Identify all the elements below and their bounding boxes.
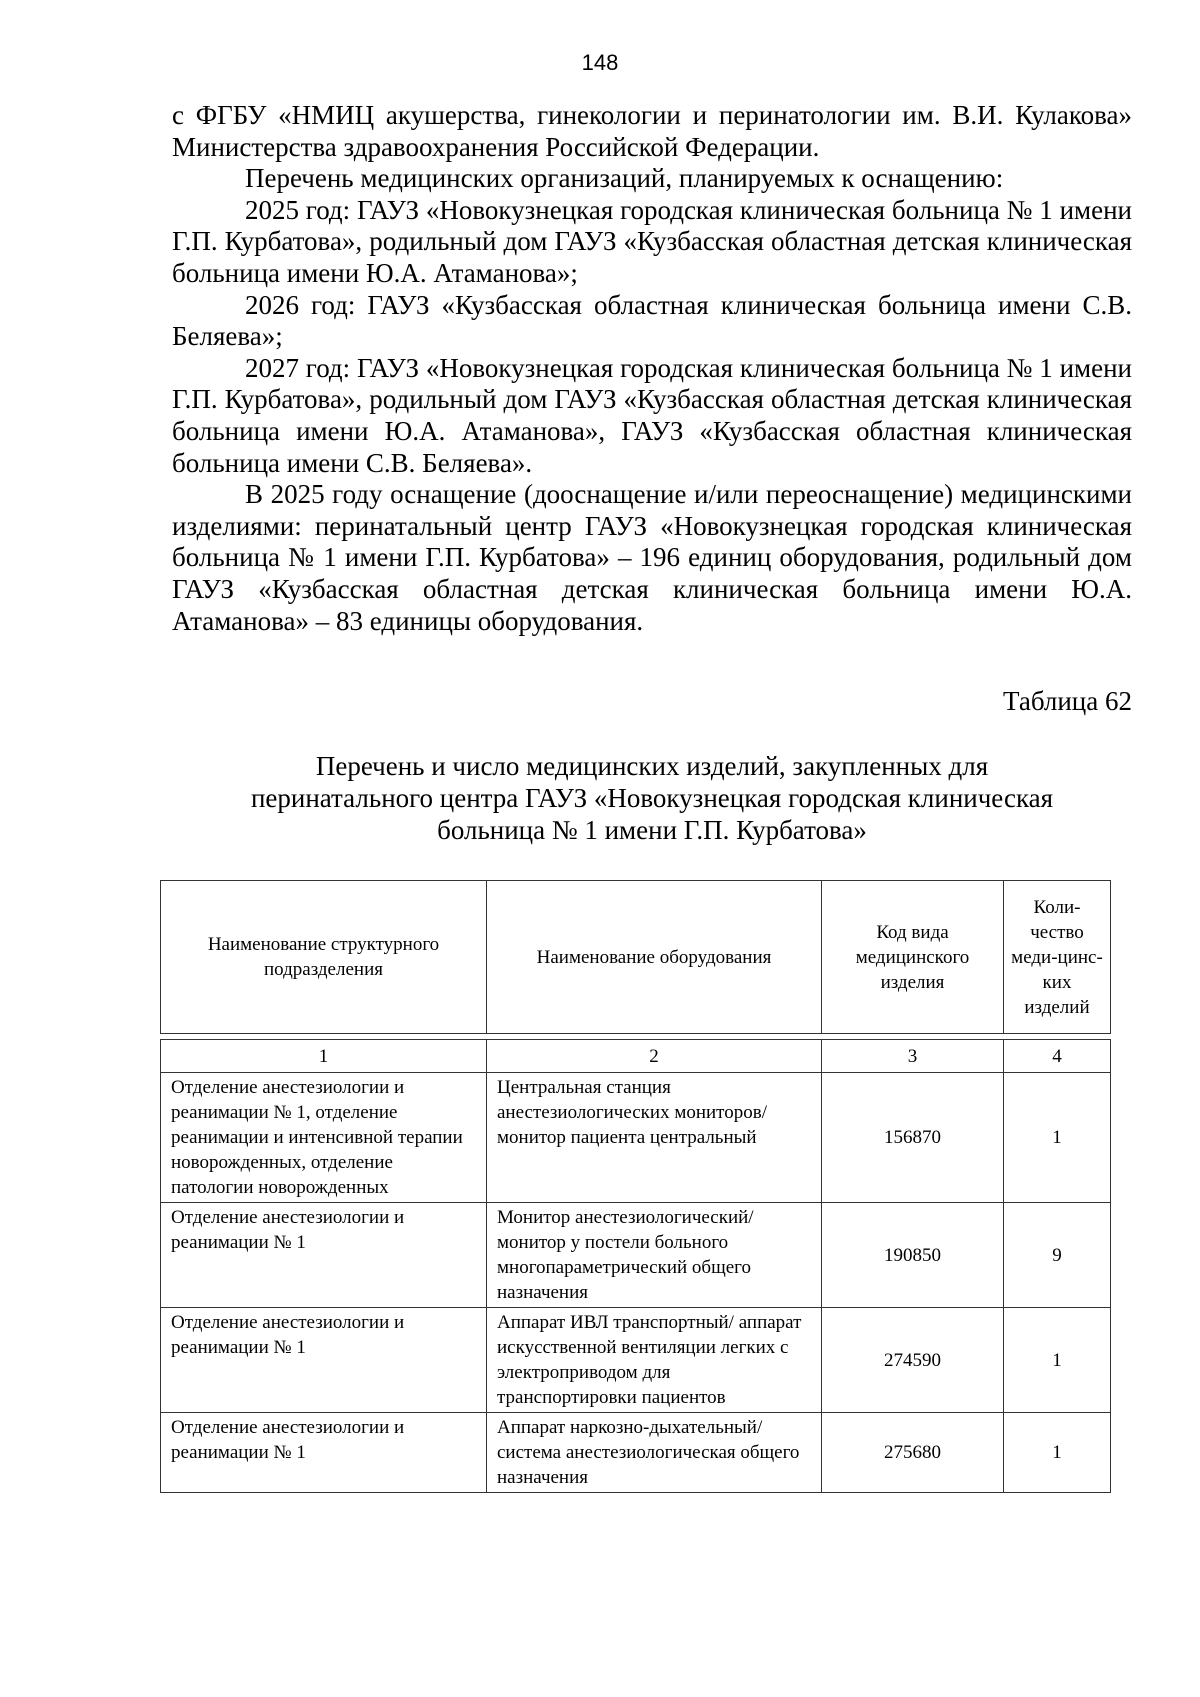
cell-equipment: Центральная станция анестезиологических мониторов/монитор пациента центральный [487,1073,822,1203]
table-title-line: Перечень и число медицинских изделий, закупленных для [315,751,989,781]
cell-quantity: 1 [1004,1413,1111,1493]
column-number: 2 [487,1040,822,1073]
page-number: 148 [581,50,619,75]
paragraph: 2026 год: ГАУЗ «Кузбасская областная клиническая больница имени С.В. Беляева»; [172,289,1132,352]
cell-quantity: 1 [1004,1073,1111,1203]
column-number: 1 [161,1040,487,1073]
equipment-table [160,1039,1111,1493]
cell-equipment: Аппарат ИВЛ транспортный/ аппарат искусственной вентиляции легких с электроприводом для транспортировки пациентов [487,1308,822,1413]
paragraph: 2027 год: ГАУЗ «Новокузнецкая городская клиническая больница № 1 имени Г.П. Курбатова», родильный дом ГАУЗ «Кузбасская областная детская клиническая больница имени Ю.А. Атаманова», ГАУЗ «Кузбасская областная клиническая больница имени С.В. Беляева». [172,352,1132,478]
cell-code: 190850 [822,1203,1004,1308]
column-number: 3 [822,1040,1004,1073]
cell-unit: Отделение анестезиологии и реанимации № 1 [161,1413,487,1493]
paragraph: В 2025 году оснащение (дооснащение и/или переоснащение) медицинскими изделиями: перинатальный центр ГАУЗ «Новокузнецкая городская клиническая больница № 1 имени Г.П. Курбатова» – 196 единиц оборудования, родильный дом ГАУЗ «Кузбасская областная детская клиническая больница имени Ю.А. Атаманова» – 83 единицы оборудования. [172,479,1132,636]
paragraph: Перечень медицинских организаций, планируемых к оснащению: [245,163,1004,194]
cell-equipment: Монитор анестезиологический/ монитор у постели больного многопараметрический общего назначения [487,1203,822,1308]
header-unit: Наименование структурного подразделения [161,881,487,1034]
table-title-line: перинатального центра ГАУЗ «Новокузнецкая городская клиническая [250,783,1054,813]
column-number: 4 [1004,1040,1111,1073]
paragraph: с ФГБУ «НМИЦ акушерства, гинекологии и перинатологии им. В.И. Кулакова» Министерства здравоохранения Российской Федерации. [172,100,1132,162]
column-number-row [161,1040,1111,1073]
cell-unit: Отделение анестезиологии и реанимации № 1, отделение реанимации и интенсивной терапии новорожденных, отделение патологии новорожденных [161,1073,487,1203]
header-equipment: Наименование оборудования [487,881,822,1034]
header-quantity: Коли-чество меди-цинс-ких изделий [1004,881,1111,1034]
cell-code: 156870 [822,1073,1004,1203]
table-row [161,1073,1111,1203]
table-row [161,1413,1111,1493]
table-row [161,1203,1111,1308]
table-row [161,1308,1111,1413]
cell-code: 275680 [822,1413,1004,1493]
cell-quantity: 1 [1004,1308,1111,1413]
table-title [172,750,1132,846]
cell-quantity: 9 [1004,1203,1111,1308]
cell-unit: Отделение анестезиологии и реанимации № 1 [161,1203,487,1308]
cell-equipment: Аппарат наркозно-дыхательный/ система анестезиологическая общего назначения [487,1413,822,1493]
cell-code: 274590 [822,1308,1004,1413]
cell-unit: Отделение анестезиологии и реанимации № 1 [161,1308,487,1413]
table-header [160,880,1111,1034]
table-title-line: больница № 1 имени Г.П. Курбатова» [437,815,867,845]
body-text [172,100,1132,637]
header-row [161,881,1111,1034]
paragraph: 2025 год: ГАУЗ «Новокузнецкая городская клиническая больница № 1 имени Г.П. Курбатова», родильный дом ГАУЗ «Кузбасская областная детская клиническая больница имени Ю.А. Атаманова»; [172,194,1132,288]
table-label: Таблица 62 [1003,686,1132,716]
header-code: Код вида медицинского изделия [822,881,1004,1034]
